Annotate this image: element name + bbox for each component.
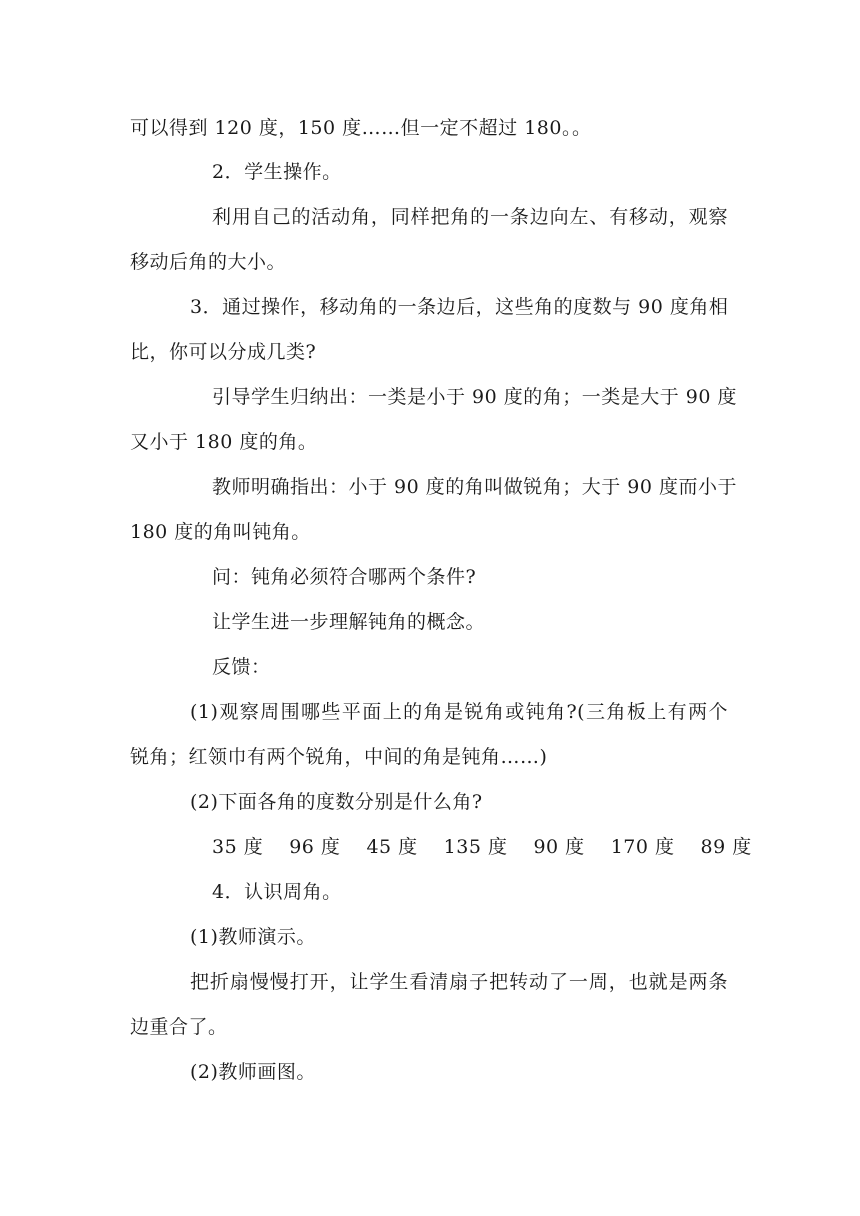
- text-line: 引导学生归纳出：一类是小于 90 度的角；一类是大于 90 度: [212, 386, 738, 408]
- degree-item: 45 度: [366, 836, 418, 858]
- text-line: 教师明确指出：小于 90 度的角叫做锐角；大于 90 度而小于: [212, 476, 738, 498]
- text-line: 移动后角的大小。: [130, 251, 287, 273]
- text-line: 让学生进一步理解钝角的概念。: [212, 611, 486, 633]
- text-line: 可以得到 120 度，150 度……但一定不超过 180。。: [130, 117, 592, 139]
- text-line: 问：钝角必须符合哪两个条件?: [212, 566, 477, 588]
- degree-item: 35 度: [212, 836, 264, 858]
- text-line: 边重合了。: [130, 1016, 228, 1038]
- degree-item: 96 度: [289, 836, 341, 858]
- step-heading: 3．通过操作，移动角的一条边后，这些角的度数与 90 度角相: [190, 296, 729, 318]
- degree-item: 90 度: [533, 836, 585, 858]
- text-line: 180 度的角叫钝角。: [130, 521, 311, 543]
- degree-item: 89 度: [700, 836, 752, 858]
- step-heading: 2．学生操作。: [212, 161, 342, 183]
- text-line: (2)教师画图。: [190, 1061, 316, 1083]
- text-line: 锐角；红领巾有两个锐角，中间的角是钝角……): [130, 746, 548, 768]
- text-line: (2)下面各角的度数分别是什么角?: [190, 791, 483, 813]
- degree-item: 170 度: [610, 836, 675, 858]
- text-line: 把折扇慢慢打开，让学生看清扇子把转动了一周，也就是两条: [190, 971, 728, 993]
- text-line: (1)教师演示。: [190, 926, 316, 948]
- text-line: 又小于 180 度的角。: [130, 431, 318, 453]
- text-line: (1)观察周围哪些平面上的角是锐角或钝角?(三角板上有两个: [190, 701, 728, 723]
- text-line: 比，你可以分成几类?: [130, 341, 317, 363]
- text-line: 反馈：: [212, 656, 271, 678]
- degree-item: 135 度: [443, 836, 508, 858]
- degree-list: [212, 834, 752, 860]
- step-heading: 4．认识周角。: [212, 881, 342, 903]
- text-line: 利用自己的活动角，同样把角的一条边向左、有移动，观察: [212, 206, 728, 228]
